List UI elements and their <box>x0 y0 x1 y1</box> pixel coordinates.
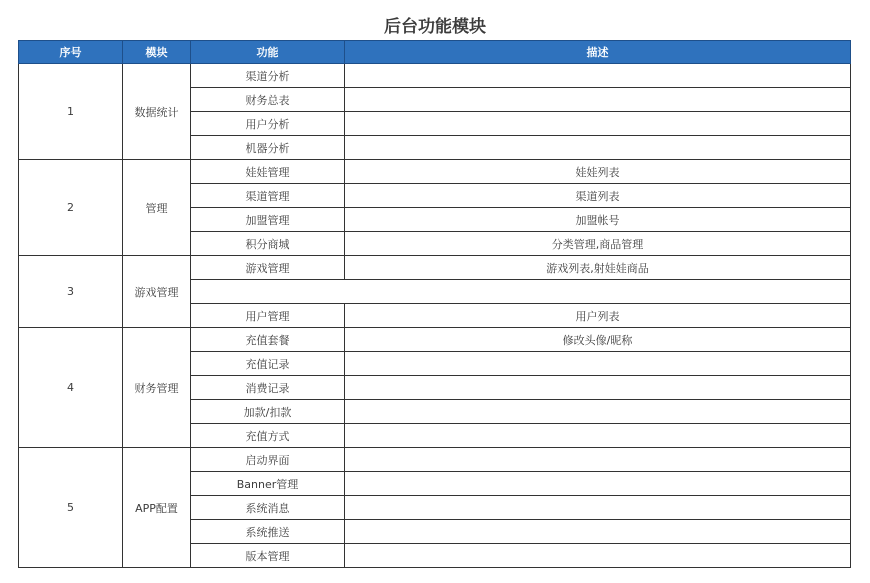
function-cell: 充值套餐 <box>191 328 345 352</box>
function-cell: 充值记录 <box>191 352 345 376</box>
description-cell: 用户列表 <box>345 304 851 328</box>
function-cell: 用户管理 <box>191 304 345 328</box>
table-row <box>19 160 851 184</box>
description-cell <box>345 400 851 424</box>
function-cell <box>191 280 345 304</box>
function-cell: 渠道分析 <box>191 64 345 88</box>
group-no-cell: 1 <box>19 64 123 160</box>
description-cell <box>345 280 851 304</box>
description-cell <box>345 112 851 136</box>
header-no: 序号 <box>19 41 123 64</box>
description-cell <box>345 472 851 496</box>
header-module: 模块 <box>123 41 191 64</box>
group-module-cell: 游戏管理 <box>123 256 191 328</box>
description-cell <box>345 448 851 472</box>
function-cell: 系统推送 <box>191 520 345 544</box>
function-cell: Banner管理 <box>191 472 345 496</box>
description-cell <box>345 520 851 544</box>
description-cell <box>345 88 851 112</box>
function-cell: 充值方式 <box>191 424 345 448</box>
group-module-cell: 财务管理 <box>123 328 191 448</box>
description-cell: 修改头像/昵称 <box>345 328 851 352</box>
table-row <box>19 256 851 280</box>
group-no-cell: 3 <box>19 256 123 328</box>
group-no-cell: 2 <box>19 160 123 256</box>
function-cell: 游戏管理 <box>191 256 345 280</box>
description-cell <box>345 352 851 376</box>
function-cell: 加盟管理 <box>191 208 345 232</box>
description-cell <box>345 496 851 520</box>
description-cell <box>345 136 851 160</box>
function-cell: 消费记录 <box>191 376 345 400</box>
page-title: 后台功能模块 <box>384 17 486 37</box>
header-description: 描述 <box>345 41 851 64</box>
table-row <box>19 64 851 88</box>
description-cell <box>345 376 851 400</box>
function-cell: 加款/扣款 <box>191 400 345 424</box>
description-cell <box>345 424 851 448</box>
function-cell: 用户分析 <box>191 112 345 136</box>
group-module-cell: APP配置 <box>123 448 191 568</box>
header-function: 功能 <box>191 41 345 64</box>
function-cell: 启动界面 <box>191 448 345 472</box>
header-row <box>19 41 851 64</box>
group-module-cell: 管理 <box>123 160 191 256</box>
function-cell: 系统消息 <box>191 496 345 520</box>
function-cell: 机器分析 <box>191 136 345 160</box>
description-cell: 游戏列表,射娃娃商品 <box>345 256 851 280</box>
group-no-cell: 4 <box>19 328 123 448</box>
description-cell: 加盟帐号 <box>345 208 851 232</box>
function-cell: 积分商城 <box>191 232 345 256</box>
function-cell: 娃娃管理 <box>191 160 345 184</box>
function-cell: 版本管理 <box>191 544 345 568</box>
description-cell <box>345 64 851 88</box>
description-cell: 分类管理,商品管理 <box>345 232 851 256</box>
function-cell: 渠道管理 <box>191 184 345 208</box>
group-module-cell: 数据统计 <box>123 64 191 160</box>
table-row <box>19 448 851 472</box>
table-row <box>19 328 851 352</box>
group-no-cell: 5 <box>19 448 123 568</box>
description-cell: 渠道列表 <box>345 184 851 208</box>
description-cell <box>345 544 851 568</box>
function-cell: 财务总表 <box>191 88 345 112</box>
description-cell: 娃娃列表 <box>345 160 851 184</box>
function-module-table <box>18 40 851 568</box>
